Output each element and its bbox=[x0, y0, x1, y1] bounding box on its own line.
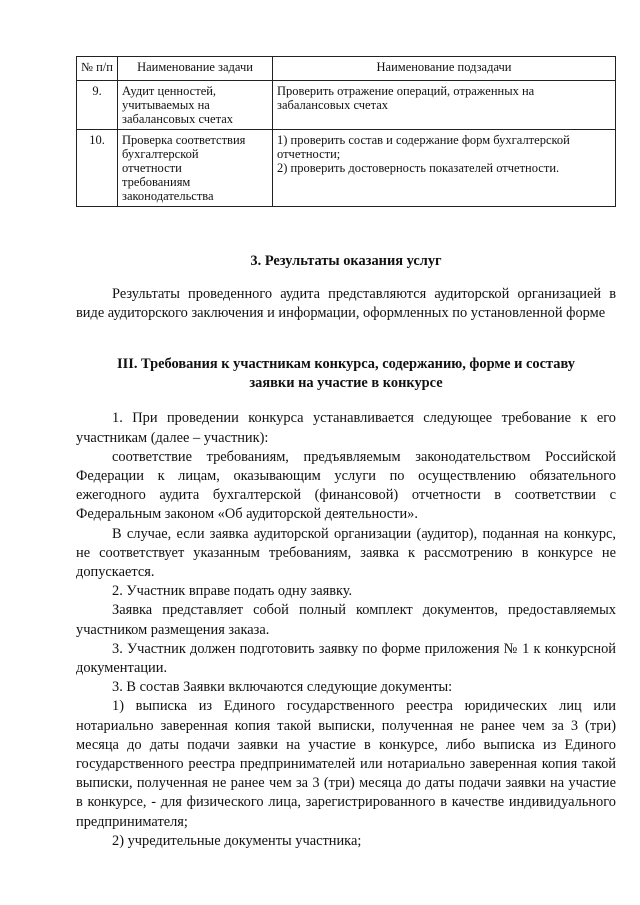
subtask-line: Проверить отражение операций, отраженных на bbox=[277, 84, 535, 98]
row-number: 9. bbox=[77, 81, 118, 130]
header-subtask: Наименование подзадачи bbox=[273, 57, 616, 81]
section-iii-heading-line2: заявки на участие в конкурсе bbox=[249, 375, 443, 392]
table-row bbox=[77, 81, 616, 130]
paragraph: 3. Участник должен подготовить заявку по форме приложения № 1 к конкурсной документации. bbox=[76, 640, 616, 677]
subtask-line: 2) проверить достоверность показателей отчетности. bbox=[277, 161, 560, 175]
section-iii-heading-line1: III. Требования к участникам конкурса, содержанию, форме и составу bbox=[117, 356, 575, 372]
paragraph: соответствие требованиям, предъявляемым законодательством Российской Федерации к лицам, оказывающим услуги по осуществлению обязательного ежегодного аудита бухгалтерской (финансовой) отчетности в соответствии с Федеральным законом «Об аудиторской деятельности». bbox=[76, 448, 616, 523]
task-line: требованиям bbox=[122, 175, 191, 189]
section-3 bbox=[76, 252, 616, 324]
header-task: Наименование задачи bbox=[118, 57, 273, 81]
header-number: № п/п bbox=[77, 57, 118, 81]
paragraph: 3. В состав Заявки включаются следующие документы: bbox=[112, 679, 453, 696]
task-line: законодательства bbox=[122, 189, 214, 203]
table-header-row bbox=[77, 57, 616, 81]
task-line: забалансовых счетах bbox=[122, 112, 233, 126]
row-number: 10. bbox=[77, 130, 118, 207]
subtask-line: забалансовых счетах bbox=[277, 98, 388, 112]
paragraph: В случае, если заявка аудиторской организации (аудитор), поданная на конкурс, не соответствует указанным требованиям, заявка к рассмотрению в конкурсе не допускается. bbox=[76, 525, 616, 581]
task-line: бухгалтерской bbox=[122, 147, 199, 161]
row-task bbox=[118, 81, 273, 130]
paragraph: 1. При проведении конкурса устанавливается следующее требование к его участникам (далее – участник): bbox=[76, 410, 616, 446]
row-subtask bbox=[273, 81, 616, 130]
section-3-heading: 3. Результаты оказания услуг bbox=[250, 253, 442, 269]
task-line: Проверка соответствия bbox=[122, 133, 246, 147]
section-3-paragraph: Результаты проведенного аудита представляются аудиторской организацией в виде аудиторского заключения и информации, оформленных по установленной форме bbox=[76, 286, 616, 322]
subtask-line: 1) проверить состав и содержание форм бухгалтерской bbox=[277, 133, 570, 147]
tasks-table bbox=[76, 56, 616, 207]
section-iii bbox=[76, 355, 616, 851]
paragraph: 2) учредительные документы участника; bbox=[112, 832, 362, 849]
task-line: Аудит ценностей, bbox=[122, 84, 217, 98]
subtask-line: отчетности; bbox=[277, 147, 341, 161]
paragraph: 2. Участник вправе подать одну заявку. bbox=[112, 583, 353, 600]
task-line: отчетности bbox=[122, 161, 182, 175]
paragraph: 1) выписка из Единого государственного реестра юридических лиц или нотариально заверенная копия такой выписки, полученная не ранее чем за 3 (три) месяца до даты подачи заявки на участие в конкурсе, либо выписка из Единого государственного реестра предпринимателей или нотариально заверенная копия такой выписки, полученная не ранее чем за 3 (три) месяца до даты подачи заявки на участие в конкурсе, - для физического лица, зарегистрированного в качестве индивидуального предпринимателя; bbox=[76, 698, 616, 830]
paragraph: Заявка представляет собой полный комплект документов, предоставляемых участником размещения заказа. bbox=[76, 602, 616, 638]
row-task bbox=[118, 130, 273, 207]
row-subtask bbox=[273, 130, 616, 207]
task-line: учитываемых на bbox=[122, 98, 210, 112]
table-row bbox=[77, 130, 616, 207]
